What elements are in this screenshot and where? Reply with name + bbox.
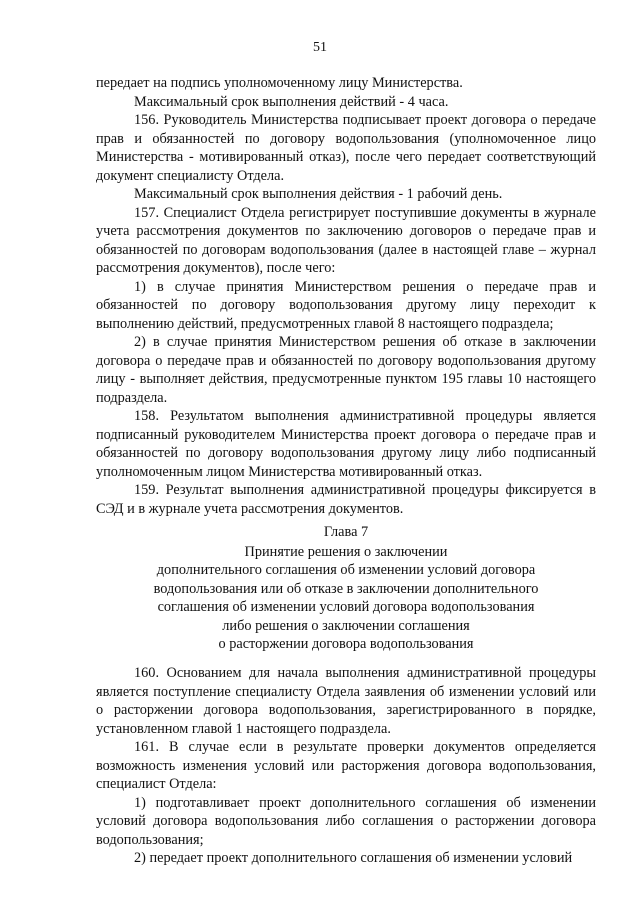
paragraph-157-item-2: 2) в случае принятия Министерством решения об отказе в заключении договора о передаче прав и обязанностей по договору водопользования другому лицу - выполняет действия, предусмотренные пунктом 195 главы 10 настоящего подраздела. — [96, 334, 596, 406]
paragraph-161: 161. В случае если в результате проверки документов определяется возможность изменения условий или расторжения договора водопользования, специалист Отдела: — [96, 739, 596, 792]
paragraph-160: 160. Основанием для начала выполнения административной процедуры является поступление специалисту Отдела заявления об изменении условий или о расторжении договора водопользования, зарегистрированного в порядке, установленном главой 1 настоящего подраздела. — [96, 665, 596, 737]
paragraph-159: 159. Результат выполнения административной процедуры фиксируется в СЭД и в журнале учета рассмотрения документов. — [96, 482, 596, 517]
paragraph-157: 157. Специалист Отдела регистрирует поступившие документы в журнале учета рассмотрения документов по заключению договоров о передаче прав и обязанностей по договорам водопользования (далее в настоящей главе – журнал рассмотрения документов), после чего: — [96, 204, 596, 276]
paragraph-continuation: передает на подпись уполномоченному лицу Министерства. — [96, 75, 463, 91]
paragraph-158: 158. Результатом выполнения административной процедуры является подписанный руководителем Министерства проект договора о передаче прав и обязанностей по договору водопользования другому лицу либо подписанный уполномоченным лицом Министерства мотивированный отказ. — [96, 408, 596, 480]
chapter-heading-block — [96, 523, 596, 654]
chapter-title-line: либо решения о заключении соглашения — [222, 617, 470, 634]
paragraph-max-time-4h: Максимальный срок выполнения действий - 4 часа. — [134, 93, 449, 110]
paragraph-157-item-1: 1) в случае принятия Министерством решения о передаче прав и обязанностей по договору водопользования другому лицу переходит к выполнению действий, предусмотренных главой 8 настоящего подраздела; — [96, 278, 596, 332]
paragraph-156: 156. Руководитель Министерства подписывает проект договора о передаче прав и обязанностей по договору водопользования (уполномоченное лицо Министерства - мотивированный отказ), после чего передает соответствующий документ специалисту Отдела. — [96, 112, 596, 184]
chapter-title-line: дополнительного соглашения об изменении условий договора — [156, 562, 536, 578]
chapter-title-line: о расторжении договора водопользования — [218, 636, 474, 652]
chapter-number: Глава 7 — [323, 524, 369, 540]
text-block-bottom — [96, 664, 596, 868]
text-block-top — [96, 74, 596, 518]
page-number: 51 — [313, 40, 327, 55]
chapter-title-line: водопользования или об отказе в заключении дополнительного — [153, 580, 539, 597]
chapter-title-line: соглашения об изменении условий договора водопользования — [157, 599, 535, 615]
paragraph-161-item-1: 1) подготавливает проект дополнительного соглашения об изменении условий договора водопользования либо соглашения о расторжении договора водопользования; — [96, 794, 596, 848]
paragraph-max-time-1d: Максимальный срок выполнения действия - 1 рабочий день. — [134, 186, 503, 202]
chapter-title-line: Принятие решения о заключении — [244, 543, 448, 560]
paragraph-161-item-2: 2) передает проект дополнительного соглашения об изменении условий — [134, 850, 573, 866]
